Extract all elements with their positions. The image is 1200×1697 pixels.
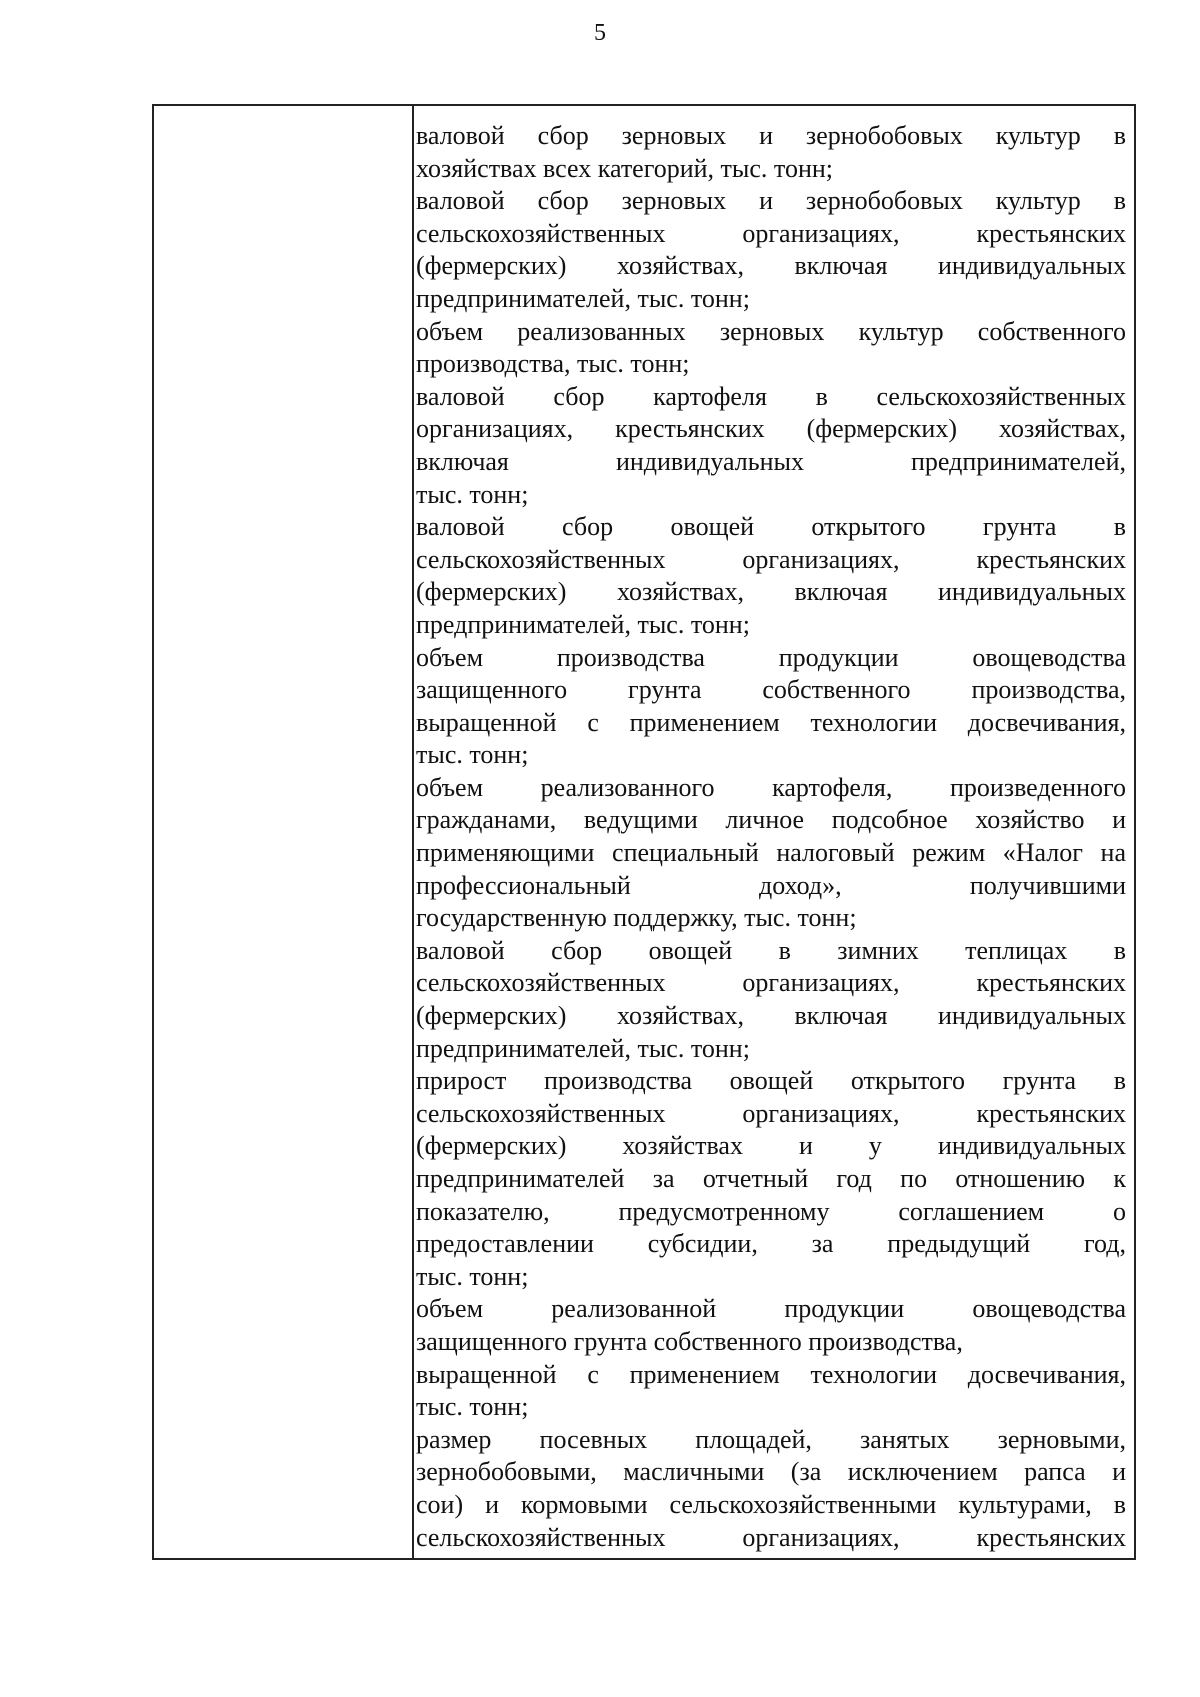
text-line: (фермерских) хозяйствах, включая индивидуальных [416,577,1126,607]
text-line: производства, тыс. тонн; [416,349,690,379]
text-line: защищенного грунта собственного производства, [416,1326,963,1356]
text-line: государственную поддержку, тыс. тонн; [416,903,857,933]
text-line: прирост производства овощей открытого грунта в [416,1066,1126,1096]
text-line: объем реализованных зерновых культур собственного [416,316,1126,346]
text-line: выращенной с применением технологии досвечивания, [416,707,1126,737]
text-line: сельскохозяйственных организациях, крестьянских [416,968,1126,998]
text-line: валовой сбор картофеля в сельскохозяйственных [416,381,1126,411]
text-line: (фермерских) хозяйствах и у индивидуальных [416,1131,1126,1161]
text-line: сои) и кормовыми сельскохозяйственными культурами, в [416,1489,1126,1519]
text-line: организациях, крестьянских (фермерских) хозяйствах, [416,414,1126,444]
text-line: выращенной с применением технологии досвечивания, [416,1359,1126,1389]
text-line: объем реализованного картофеля, произведенного [416,772,1126,802]
text-line: объем реализованной продукции овощеводства [416,1294,1126,1324]
text-line: тыс. тонн; [416,1261,529,1291]
document-table [152,104,1136,1560]
text-line: объем производства продукции овощеводства [416,642,1126,672]
text-line: валовой сбор зерновых и зернобобовых культур в [416,121,1126,150]
text-line: показателю, предусмотренному соглашением о [416,1196,1126,1226]
text-line: предпринимателей, тыс. тонн; [416,609,750,639]
text-line: предпринимателей, тыс. тонн; [416,283,750,313]
text-line: хозяйствах всех категорий, тыс. тонн; [416,153,834,183]
text-line: включая индивидуальных предпринимателей, [416,446,1126,476]
text-line: применяющими специальный налоговый режим «Налог на [416,838,1126,868]
text-line: тыс. тонн; [416,1392,529,1422]
text-line: гражданами, ведущими личное подсобное хозяйство и [416,805,1126,835]
text-line: профессиональный доход», получившими [416,870,1126,900]
text-line: (фермерских) хозяйствах, включая индивидуальных [416,1001,1126,1031]
text-line: предоставлении субсидии, за предыдущий год, [416,1229,1126,1259]
text-line: зернобобовыми, масличными (за исключением рапса и [416,1457,1126,1487]
text-line: предпринимателей, тыс. тонн; [416,1033,750,1063]
text-line: тыс. тонн; [416,479,529,509]
page-number: 5 [594,20,606,46]
text-line: сельскохозяйственных организациях, крестьянских [416,1522,1126,1552]
text-line: (фермерских) хозяйствах, включая индивидуальных [416,251,1126,281]
text-line: сельскохозяйственных организациях, крестьянских [416,218,1126,248]
text-line: сельскохозяйственных организациях, крестьянских [416,544,1126,574]
text-line: размер посевных площадей, занятых зерновыми, [416,1424,1126,1454]
text-line: предпринимателей за отчетный год по отношению к [416,1164,1126,1193]
text-line: валовой сбор зерновых и зернобобовых культур в [416,186,1126,216]
text-line: сельскохозяйственных организациях, крестьянских [416,1098,1126,1128]
table-left-cell [154,106,414,1558]
text-line: тыс. тонн; [416,740,529,770]
text-line: валовой сбор овощей открытого грунта в [416,512,1126,542]
text-line: защищенного грунта собственного производства, [416,675,1126,705]
text-line: валовой сбор овощей в зимних теплицах в [416,935,1126,965]
table-right-cell [414,106,1134,1558]
